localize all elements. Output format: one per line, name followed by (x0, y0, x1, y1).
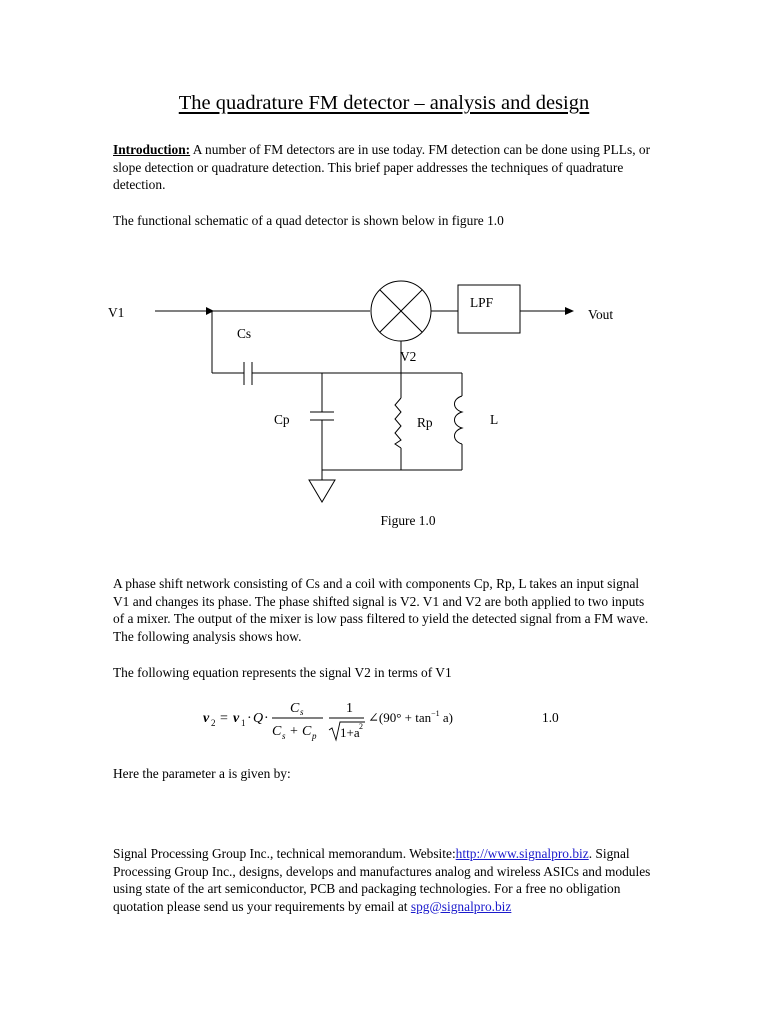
eq-lhs-sub: 2 (211, 718, 216, 728)
cp-label: Cp (274, 412, 290, 427)
eq-angle: ∠(90° + $\tan^{-1} a$) (368, 709, 454, 725)
footer-body: Signal Processing Group Inc., designs, develops and manufactures analog and wireless ASICs and modules using state of the art semiconductor, PCB and packaging technologies. For a free no obligation quotation please send us your requirements by email at (113, 846, 651, 914)
eq-dot-1: · (247, 711, 252, 726)
eq-frac1-den-a: C (272, 724, 282, 739)
v2-label: V2 (400, 349, 417, 364)
eq-frac1-num-sub: s (300, 707, 304, 717)
website-link[interactable]: http://www.signalpro.biz (455, 846, 589, 861)
eq-frac1-den-b: C (302, 724, 312, 739)
rp-label: Rp (417, 415, 433, 430)
equation-intro-text: The following equation represents the signal V2 in terms of V1 (113, 665, 452, 680)
eq-frac2-den: 1+a (340, 725, 360, 740)
equation-number: 1.0 (542, 710, 559, 725)
eq-frac1-den-a-sub: s (282, 731, 286, 741)
company-footer (113, 845, 673, 915)
introduction-text: A number of FM detectors are in use today. FM detection can be done using PLLs, or slope detection or quadrature detection. This brief paper addresses the techniques of quadrature detection. (113, 142, 651, 192)
eq-frac2-num: 1 (346, 701, 353, 716)
eq-frac1-num: C (290, 701, 300, 716)
phase-shift-paragraph: A phase shift network consisting of Cs and a coil with components Cp, Rp, L takes an input signal V1 and changes its phase. The phase shifted signal is V2. V1 and V2 are both applied to two inputs of a mixer. The output of the mixer is low pass filtered to yield the detected signal from a FM wave. The following analysis shows how. (113, 576, 649, 644)
eq-frac2-den-sup: 2 (359, 722, 363, 731)
eq-frac1-plus: + (290, 724, 298, 739)
parameter-intro-text: Here the parameter a is given by: (113, 766, 291, 781)
eq-lhs-v: v (203, 711, 210, 726)
eq-v1: v (233, 711, 240, 726)
eq-equals: = (220, 711, 228, 726)
schematic-intro-text: The functional schematic of a quad detector is shown below in figure 1.0 (113, 213, 504, 228)
eq-frac1-den-b-sub: p (312, 731, 317, 741)
eq-v1-sub: 1 (241, 718, 246, 728)
footer-suffix: . (588, 846, 593, 861)
cs-label: Cs (237, 326, 252, 341)
footer-prefix: Signal Processing Group Inc., technical memorandum. Website: (113, 846, 456, 861)
eq-q: Q (253, 711, 264, 726)
eq-dot-2: · (264, 711, 269, 726)
v1-label: V1 (108, 305, 125, 320)
vout-label: Vout (588, 307, 614, 322)
email-link[interactable]: spg@signalpro.biz (410, 898, 512, 914)
lpf-label: LPF (470, 295, 494, 310)
page-title: The quadrature FM detector – analysis and design (178, 92, 590, 114)
figure-caption: Figure 1.0 (380, 513, 436, 528)
introduction-label: Introduction: (113, 142, 191, 157)
l-label: L (490, 412, 499, 427)
